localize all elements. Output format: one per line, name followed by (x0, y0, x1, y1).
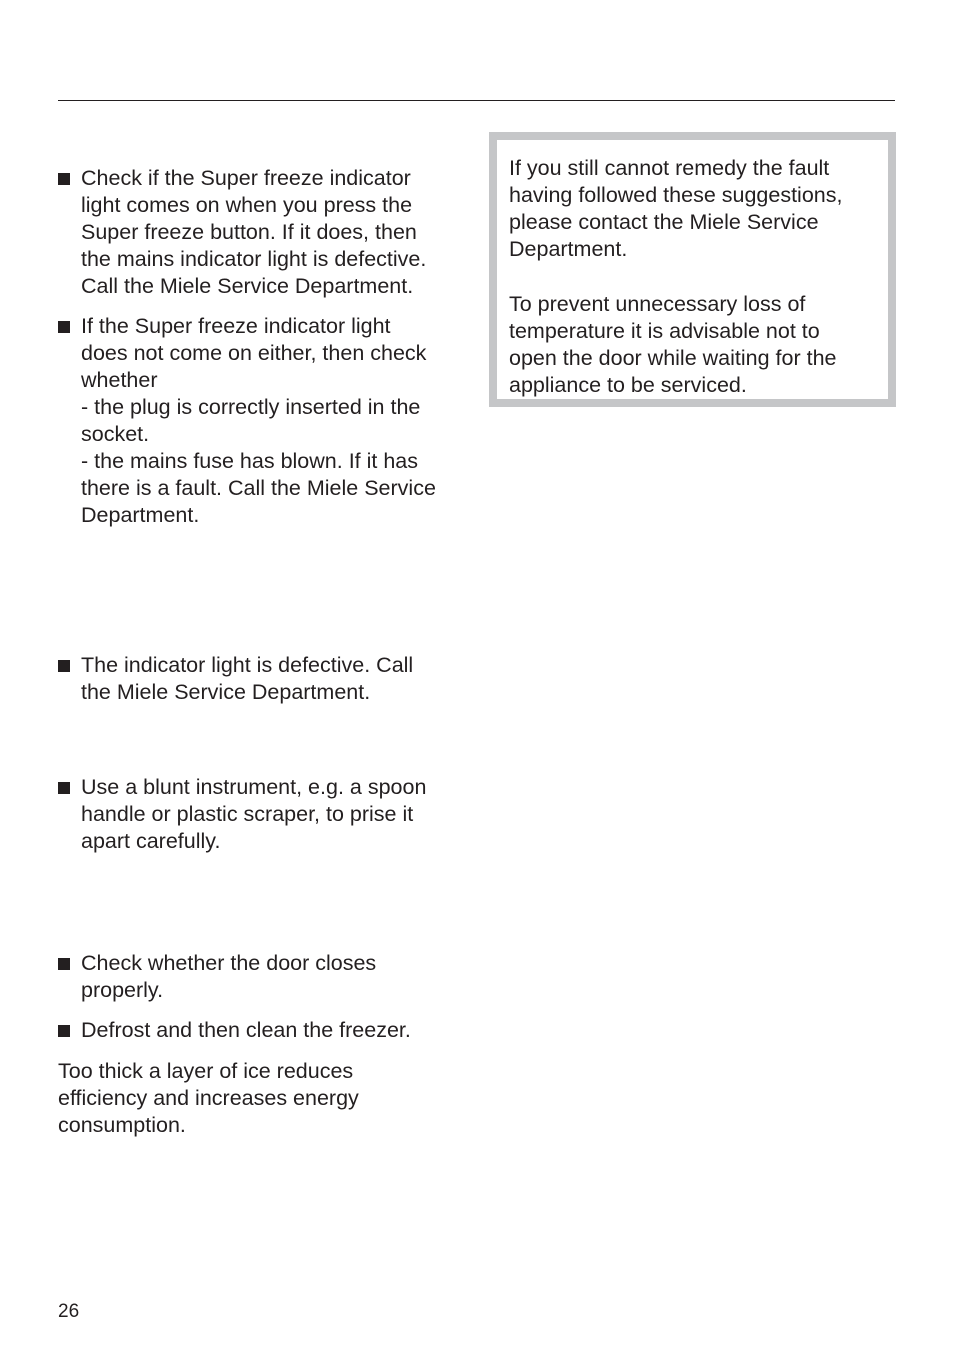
page-number: 26 (58, 1301, 80, 1322)
list-item (58, 652, 463, 706)
closing-note: Too thick a layer of ice reduces efficiency and increases energy consumption. (58, 1059, 359, 1137)
square-bullet-icon (58, 173, 70, 185)
list-item (58, 950, 463, 1004)
list-item-text: Check whether the door closes properly. (81, 951, 377, 1002)
list-item (58, 1017, 463, 1044)
square-bullet-icon (58, 321, 70, 333)
header-rule (58, 100, 895, 101)
list-item-text: The indicator light is defective. Call the Miele Service Department. (81, 653, 414, 704)
square-bullet-icon (58, 958, 70, 970)
list-item-text: Defrost and then clean the freezer. (81, 1018, 411, 1042)
list-item (58, 313, 463, 529)
square-bullet-icon (58, 660, 70, 672)
list-item (58, 774, 463, 855)
list-item-text: Check if the Super freeze indicator light comes on when you press the Super freeze button. If it does, then the mains indicator light is defective. Call the Miele Service Department. (81, 166, 427, 298)
square-bullet-icon (58, 782, 70, 794)
square-bullet-icon (58, 1025, 70, 1037)
list-item-text: Use a blunt instrument, e.g. a spoon handle or plastic scraper, to prise it apart carefully. (81, 775, 427, 853)
notice-paragraph: To prevent unnecessary loss of temperature it is advisable not to open the door while waiting for the appliance to be serviced. (509, 292, 837, 397)
service-notice-box (489, 132, 896, 407)
list-item (58, 165, 463, 300)
list-item-text: If the Super freeze indicator light does not come on either, then check whether - the plug is correctly inserted in the socket. - the mains fuse has blown. If it has there is a fault. Call the Miele Service Department. (81, 314, 436, 527)
notice-paragraph: If you still cannot remedy the fault having followed these suggestions, please contact the Miele Service Department. (509, 156, 843, 261)
